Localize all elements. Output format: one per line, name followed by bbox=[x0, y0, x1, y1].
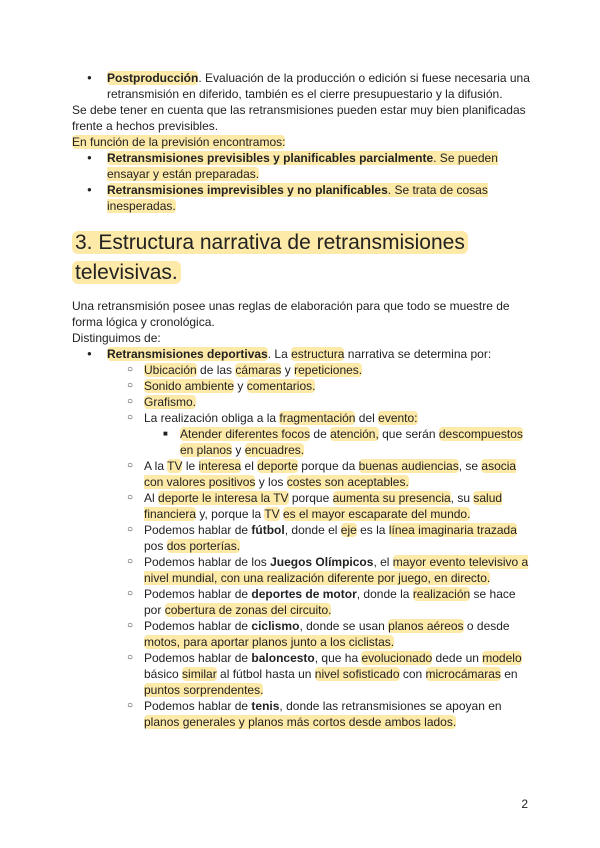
list-item: ○ Grafismo. bbox=[72, 394, 532, 410]
paragraph: Una retransmisión posee unas reglas de elaboración para que todo se muestre de forma lógica y cronológica. bbox=[72, 299, 510, 329]
term-postproduccion: Postproducción bbox=[107, 71, 199, 85]
page-number: 2 bbox=[521, 797, 528, 811]
list-item: ○ Podemos hablar de fútbol, donde el eje es la línea imaginaria trazada pos dos porterías. bbox=[72, 522, 532, 554]
paragraph: Distinguimos de: bbox=[72, 331, 161, 345]
phase-list bbox=[72, 70, 532, 102]
list-item: ○ Al deporte le interesa la TV porque aumenta su presencia, su salud financiera y, porque la TV es el mayor escaparate del mundo. bbox=[72, 490, 532, 522]
list-item: ● Retransmisiones previsibles y planificables parcialmente. Se pueden ensayar y están preparadas. bbox=[72, 150, 532, 182]
list-item: ● Postproducción. Evaluación de la producción o edición si fuese necesaria una retransmisión en diferido, también es el cierre presupuestario y la difusión. bbox=[72, 70, 532, 102]
sublist bbox=[107, 362, 532, 730]
list-item: ○ La realización obliga a la fragmentación del evento: ■ Atender diferentes focos de atención, que serán descompuestos en planos y encuadres. bbox=[72, 410, 532, 458]
list-item: ○ Sonido ambiente y comentarios. bbox=[72, 378, 532, 394]
list-item: ○ Podemos hablar de deportes de motor, donde la realización se hace por cobertura de zonas del circuito. bbox=[72, 586, 532, 618]
list-item: ● Retransmisiones imprevisibles y no planificables. Se trata de cosas inesperadas. bbox=[72, 182, 532, 214]
document-body bbox=[72, 70, 532, 730]
list-item: ● Retransmisiones deportivas. La estructura narrativa se determina por: ○ Ubicación de las cámaras y repeticiones. ○ Sonido ambiente y comentarios. ○ Grafismo. ○ La realización obliga a la fragmentación del evento: ■ Atender diferentes focos de atención, que serán descompuestos en planos y encuadres. ○ A la TV le interesa el deporte porque da buenas audiencias, se asocia con valores positivos y los costes son aceptables. ○ Al deporte le interesa la TV porque aumenta su presencia, su salud financiera y, porque la TV es el mayor escaparate del mundo. ○ Podemos hablar de fútbol, donde el eje es la línea imaginaria trazada pos dos porterías. ○ Podemos hablar de los Juegos Olímpicos, el mayor evento televisivo a nivel mundial, con una realización diferente por juego, en directo. ○ Podemos hablar de deportes de motor, donde la realización se hace por cobertura de zonas del circuito. ○ Podemos hablar de ciclismo, donde se usan planos aéreos o desde motos, para aportar planos junto a los ciclistas. ○ Podemos hablar de baloncesto, que ha evolucionado dede un modelo básico similar al fútbol hasta un nivel sofisticado con microcámaras en puntos sorprendentes. ○ Podemos hablar de tenis, donde las retransmisiones se apoyan en planos generales y planos más cortos desde ambos lados. bbox=[72, 346, 532, 730]
section-heading: 3. Estructura narrativa de retransmisiones televisivas. bbox=[72, 228, 532, 288]
list-item: ○ Ubicación de las cámaras y repeticiones. bbox=[72, 362, 532, 378]
sublist bbox=[144, 426, 532, 458]
list-item: ○ Podemos hablar de tenis, donde las retransmisiones se apoyan en planos generales y planos más cortos desde ambos lados. bbox=[72, 698, 532, 730]
paragraph: Se debe tener en cuenta que las retransmisiones pueden estar muy bien planificadas frente a hechos previsibles. bbox=[72, 103, 526, 133]
prevision-list bbox=[72, 150, 532, 214]
paragraph-highlight: En función de la previsión encontramos: bbox=[72, 135, 286, 149]
list-item: ■ Atender diferentes focos de atención, que serán descompuestos en planos y encuadres. bbox=[72, 426, 532, 458]
list-item: ○ Podemos hablar de ciclismo, donde se usan planos aéreos o desde motos, para aportar planos junto a los ciclistas. bbox=[72, 618, 532, 650]
list-item: ○ Podemos hablar de los Juegos Olímpicos, el mayor evento televisivo a nivel mundial, con una realización diferente por juego, en directo. bbox=[72, 554, 532, 586]
list-item: ○ Podemos hablar de baloncesto, que ha evolucionado dede un modelo básico similar al fútbol hasta un nivel sofisticado con microcámaras en puntos sorprendentes. bbox=[72, 650, 532, 698]
structure-list bbox=[72, 346, 532, 730]
list-item: ○ A la TV le interesa el deporte porque da buenas audiencias, se asocia con valores positivos y los costes son aceptables. bbox=[72, 458, 532, 490]
